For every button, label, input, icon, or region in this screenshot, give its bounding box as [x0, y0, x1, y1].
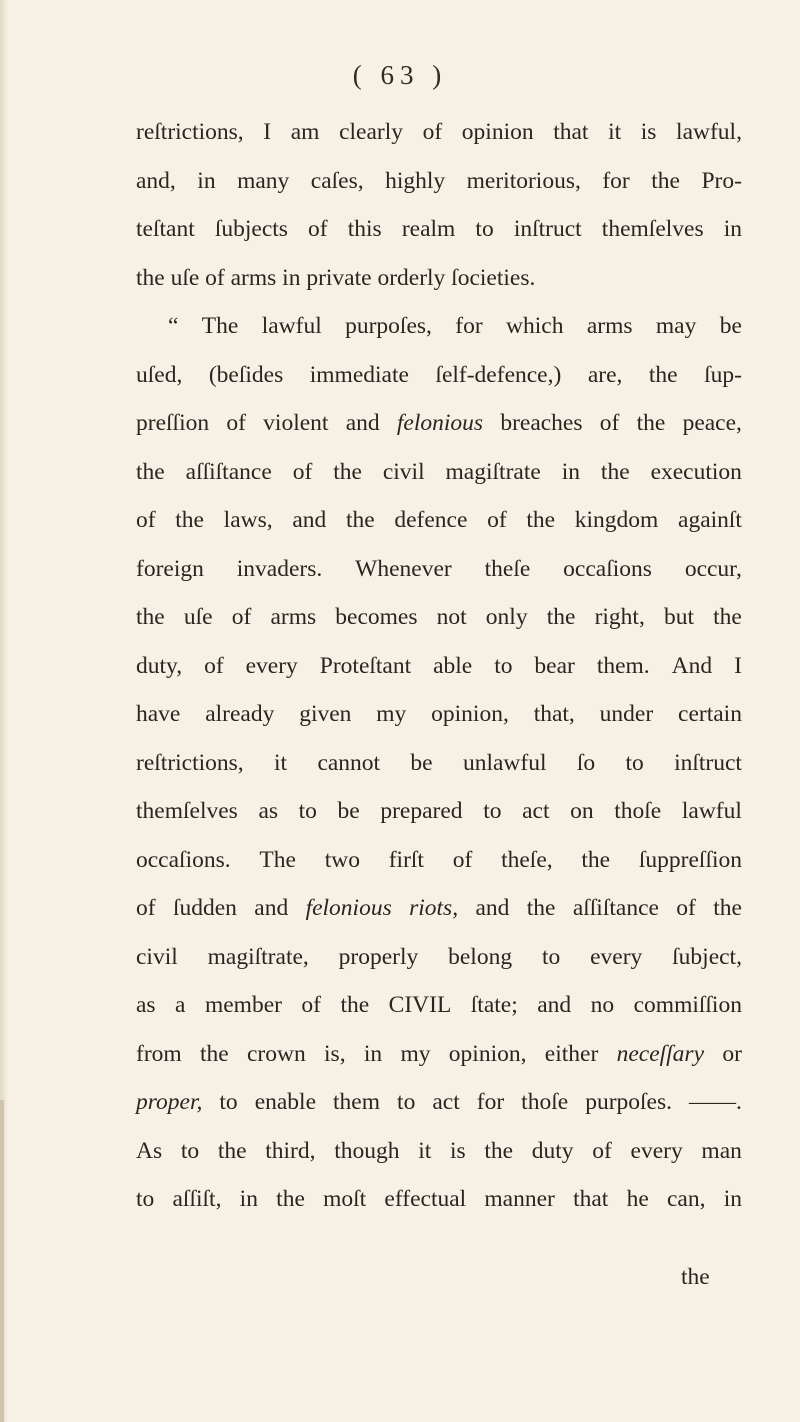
word: the	[636, 410, 666, 436]
word: the	[340, 992, 370, 1018]
word: arms	[586, 313, 633, 339]
word: as	[136, 992, 156, 1018]
word: my	[376, 701, 407, 727]
word: (beſides	[208, 361, 284, 388]
word: the	[651, 167, 680, 194]
word: the	[581, 846, 611, 873]
word: to	[541, 943, 561, 970]
word: occur,	[684, 555, 742, 582]
word: duty	[531, 1137, 574, 1164]
word: inſtruct	[513, 216, 582, 242]
word: is	[449, 1137, 466, 1164]
word: but	[663, 604, 695, 630]
word: the	[546, 604, 576, 630]
word: crown	[247, 1040, 306, 1067]
word: lawful,	[676, 119, 742, 145]
word: belong	[448, 943, 513, 970]
word: thoſe	[521, 1089, 569, 1115]
word: of	[136, 507, 156, 533]
word: for	[602, 167, 630, 194]
word: cannot	[317, 749, 381, 776]
word: purpoſes.	[585, 1089, 672, 1115]
word: purpoſes,	[345, 313, 432, 339]
word: given	[299, 701, 352, 727]
word: every	[245, 652, 298, 679]
word: is	[640, 119, 657, 145]
word: of	[487, 507, 507, 533]
word: moſt	[323, 1186, 367, 1212]
word: and	[345, 410, 380, 436]
word: effectual	[384, 1186, 467, 1212]
word: Pro-	[701, 167, 742, 194]
word: invaders.	[236, 555, 323, 582]
text-line	[136, 1175, 742, 1224]
word: and	[537, 992, 572, 1018]
word: proper,	[136, 1089, 203, 1115]
word: neceſſary	[616, 1040, 705, 1067]
word: to	[475, 216, 494, 242]
word: the	[526, 507, 556, 533]
word: the	[600, 458, 630, 485]
text-line	[136, 205, 742, 254]
word: theſe,	[501, 846, 553, 873]
word: of	[301, 992, 321, 1018]
word: meritorious,	[466, 167, 581, 194]
word: of	[204, 652, 224, 679]
text-line	[136, 739, 742, 788]
word: bear	[534, 652, 575, 679]
word: execution	[650, 458, 742, 485]
word: realm	[401, 216, 456, 242]
word: the	[484, 1137, 514, 1164]
word: for	[455, 313, 483, 339]
word: this	[347, 216, 382, 242]
word: opinion	[461, 119, 534, 145]
word: peace,	[682, 410, 742, 436]
word: aſſiſtance	[572, 895, 659, 921]
word: many	[237, 167, 290, 194]
word: in	[723, 1186, 742, 1212]
word: of	[676, 895, 696, 921]
word: ſo	[576, 749, 596, 776]
word: not	[436, 604, 467, 630]
word: to	[483, 798, 502, 824]
word: the	[526, 895, 556, 921]
text-line	[136, 1078, 742, 1127]
word: properly	[338, 943, 419, 970]
text-line: the uſe of arms in private orderly ſocieties.	[136, 264, 536, 291]
word: certain	[678, 701, 742, 727]
word: them	[333, 1089, 381, 1115]
word: man	[701, 1137, 742, 1164]
word: becomes	[335, 604, 418, 630]
word: The	[201, 313, 239, 339]
word: The	[259, 846, 296, 873]
word: againſt	[678, 507, 742, 533]
word: in	[197, 167, 216, 194]
word: prepared	[380, 798, 463, 824]
word: manner	[484, 1186, 555, 1212]
word: ſudden	[172, 895, 237, 921]
word: in	[363, 1040, 383, 1067]
text-line	[136, 836, 742, 885]
word: themſelves	[601, 216, 704, 242]
word: right,	[594, 604, 645, 630]
text-line	[136, 351, 742, 400]
word: ſup-	[704, 361, 742, 388]
word: ſuppreſſion	[638, 846, 742, 873]
word: ——.	[689, 1089, 742, 1115]
word: aſſiſtance	[185, 458, 272, 485]
text-line	[136, 399, 742, 448]
word: clearly	[339, 119, 403, 145]
word: themſelves	[136, 798, 238, 824]
word: member	[204, 992, 282, 1018]
word: ſelf-defence,)	[435, 361, 562, 388]
word: am	[290, 119, 320, 145]
word: already	[205, 701, 275, 727]
word: ſubject,	[672, 943, 742, 970]
word: laws,	[223, 507, 273, 533]
word: ſubjects	[214, 216, 288, 242]
word: be	[410, 749, 433, 776]
word: only	[485, 604, 528, 630]
word: to	[298, 798, 317, 824]
word: of	[226, 410, 246, 436]
word: is,	[324, 1040, 346, 1067]
word: and	[475, 895, 510, 921]
word: arms	[270, 604, 317, 630]
word: the	[333, 458, 362, 485]
catchword: the	[681, 1264, 710, 1290]
word: third,	[265, 1137, 316, 1164]
page-number: ( 63 )	[352, 60, 448, 90]
word: the	[199, 1040, 229, 1067]
word: the	[217, 1137, 247, 1164]
word: which	[506, 313, 564, 339]
word: of	[308, 216, 328, 242]
word: foreign	[136, 555, 204, 582]
word: that	[553, 119, 589, 145]
word: occaſions.	[136, 846, 231, 873]
word: to	[397, 1089, 416, 1115]
word: and,	[136, 167, 176, 194]
word: the	[136, 458, 165, 485]
word: act	[432, 1089, 460, 1115]
word: every	[590, 943, 643, 970]
word: duty,	[136, 652, 183, 679]
word: the	[713, 604, 742, 630]
word: in	[239, 1186, 258, 1212]
word: it	[608, 119, 622, 145]
word: civil	[382, 458, 425, 485]
word: on	[570, 798, 594, 824]
word: to	[625, 749, 644, 776]
word: from	[136, 1040, 182, 1067]
word: occaſions	[563, 555, 652, 582]
text-line	[136, 545, 742, 594]
word: my	[400, 1040, 431, 1067]
word: of	[292, 458, 313, 485]
text-line	[136, 448, 742, 497]
word: lawful	[261, 313, 322, 339]
word: “	[168, 313, 179, 339]
word: that,	[533, 701, 575, 727]
text-line	[136, 642, 742, 691]
word: as	[258, 798, 279, 824]
word: a	[175, 992, 186, 1018]
word: teſtant	[136, 216, 195, 242]
word: I	[734, 652, 742, 679]
word: riots,	[409, 895, 459, 921]
word: and	[254, 895, 289, 921]
text-line	[136, 157, 742, 206]
word: every	[630, 1137, 683, 1164]
word: of	[231, 604, 252, 630]
word: for	[476, 1089, 505, 1115]
word: the	[648, 361, 678, 388]
word: defence	[394, 507, 468, 533]
word: opinion,	[448, 1040, 527, 1067]
word: it	[418, 1137, 432, 1164]
word: violent	[263, 410, 329, 436]
word: he	[626, 1186, 649, 1212]
word: immediate	[309, 361, 409, 388]
word: to	[136, 1186, 155, 1212]
text-line	[136, 1030, 742, 1079]
word: theſe	[484, 555, 531, 582]
word: of	[136, 895, 156, 921]
word: felonious	[305, 895, 392, 921]
word: the	[713, 895, 742, 921]
word: As	[136, 1137, 163, 1164]
word: of	[599, 410, 620, 436]
word: reſtrictions,	[136, 749, 244, 776]
word: be	[719, 313, 742, 339]
text-line	[136, 593, 742, 642]
word: highly	[385, 167, 446, 194]
word: of	[422, 119, 443, 145]
word: and	[292, 507, 327, 533]
word: act	[522, 798, 550, 824]
text-line	[136, 787, 742, 836]
word: firſt	[388, 846, 424, 873]
word: civil	[136, 943, 178, 970]
word: no	[590, 992, 615, 1018]
text-line	[136, 690, 742, 739]
word: enable	[254, 1089, 317, 1115]
word: I	[263, 119, 272, 145]
page-edge-binding	[0, 1100, 4, 1422]
word: able	[433, 652, 473, 679]
word: the	[276, 1186, 305, 1212]
word: them.	[596, 652, 650, 679]
word: uſed,	[136, 361, 183, 388]
word: felonious	[396, 410, 484, 436]
word: inſtruct	[674, 749, 742, 776]
word: magiſtrate,	[207, 943, 309, 970]
word: have	[136, 701, 181, 727]
word: uſe	[183, 604, 213, 630]
word: in	[561, 458, 580, 485]
word: unlawful	[462, 749, 547, 776]
word: thoſe	[614, 798, 662, 824]
text-line	[136, 1127, 742, 1176]
word: to	[180, 1137, 200, 1164]
word: be	[337, 798, 360, 824]
word: it	[274, 749, 288, 776]
word: the	[345, 507, 375, 533]
word: commiſſion	[633, 992, 742, 1018]
word: kingdom	[574, 507, 659, 533]
word: lawful	[681, 798, 742, 824]
word: reſtrictions,	[136, 119, 244, 145]
word: to	[494, 652, 513, 679]
word: may	[655, 313, 697, 339]
word: either	[544, 1040, 599, 1067]
word: can,	[666, 1186, 706, 1212]
word: the	[136, 604, 165, 630]
word: breaches	[500, 410, 583, 436]
word: or	[722, 1040, 742, 1067]
word: that	[573, 1186, 609, 1212]
word: caſes,	[310, 167, 364, 194]
word: CIVIL	[388, 992, 452, 1018]
text-line	[136, 884, 742, 933]
word: of	[452, 846, 473, 873]
word: ſtate;	[470, 992, 518, 1018]
word: in	[723, 216, 742, 242]
word: magiſtrate	[445, 458, 541, 485]
word: of	[592, 1137, 612, 1164]
word: the	[175, 507, 204, 533]
text-line	[136, 302, 742, 351]
text-line	[136, 981, 742, 1030]
word: to	[219, 1089, 238, 1115]
text-line	[136, 933, 742, 982]
word: aſſiſt,	[172, 1186, 222, 1212]
text-line	[136, 496, 742, 545]
word: Proteſtant	[319, 652, 412, 679]
word: under	[599, 701, 654, 727]
word: two	[324, 846, 360, 873]
word: though	[334, 1137, 400, 1164]
word: Whenever	[355, 555, 452, 582]
word: are,	[587, 361, 623, 388]
text-line	[136, 108, 742, 157]
body-text	[136, 108, 742, 1224]
word: preſſion	[136, 410, 210, 436]
word: opinion,	[431, 701, 509, 727]
word: And	[671, 652, 713, 679]
